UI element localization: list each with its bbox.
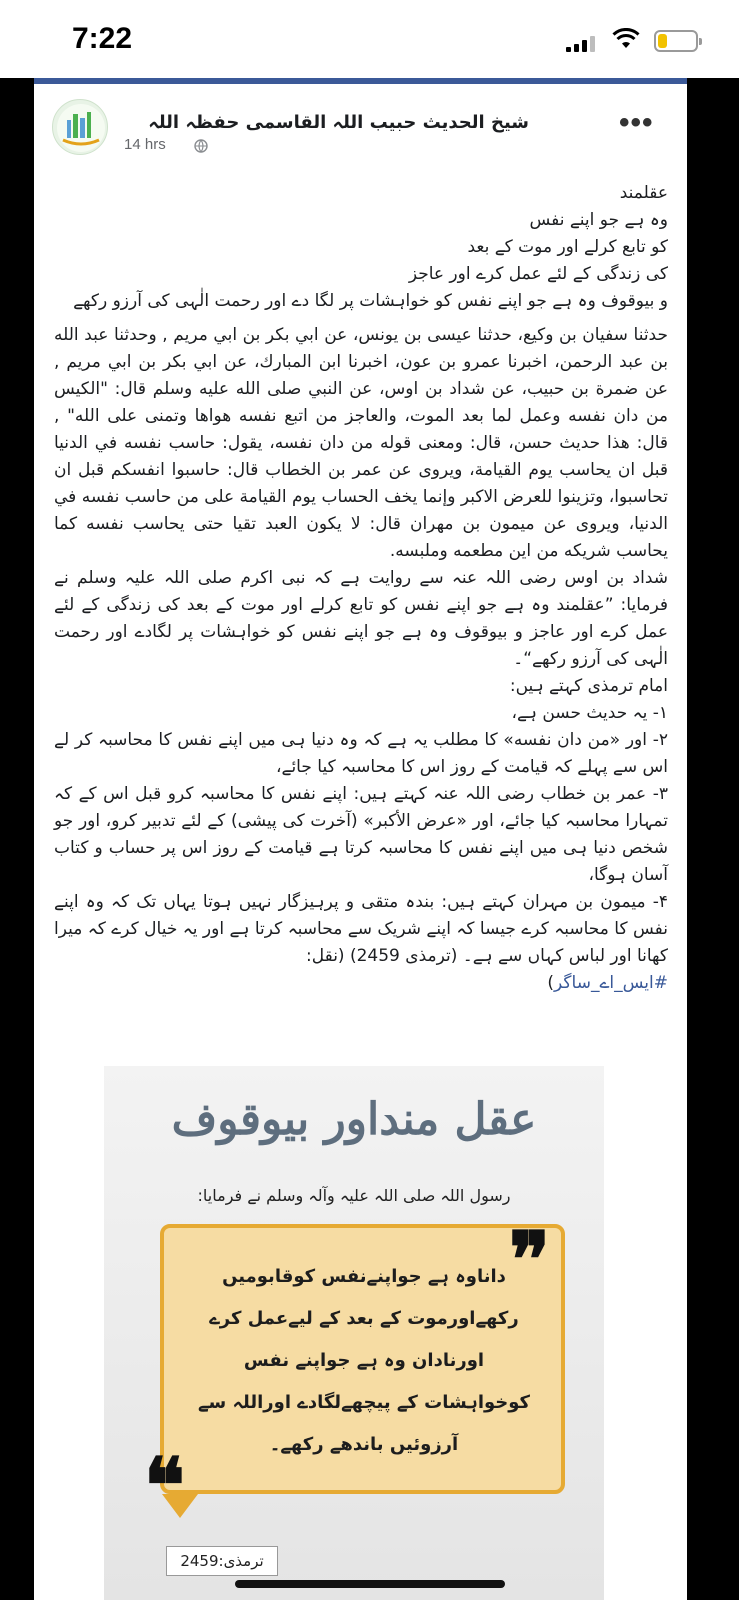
post-paragraph-arabic: حدثنا سفيان بن وكيع، حدثنا عيسى بن يونس، عن ابي بكر بن ابي مريم , وحدثنا عبد الله بن عبد الرحمن، اخبرنا عمرو بن عون، اخبرنا ابن المبارك، عن ابي بكر بن ابي مريم , عن ضمرة بن حبيب، عن شداد بن اوس، عن النبي صلى الله عليه وسلم قال: "الكيس من دان نفسه وعمل لما بعد الموت، والعاجز من اتبع نفسه هواها وتمنى على الله" , قال: هذا حديث حسن، قال: ومعنى قوله من دان نفسه، يقول: حاسب نفسه في الدنيا قبل ان يحاسب يوم القيامة، ويروى عن عمر بن الخطاب قال: حاسبوا انفسكم قبل ان تحاسبوا، وتزينوا للعرض الاكبر وإنما يخف الحساب يوم القيامة على من حاسب نفسه في الدنيا، ويروى عن ميمون بن مهران قال: لا يكون العبد تقيا حتى يحاسب نفسه كما يحاسب شريكه من اين مطعمه وملبسه.	[54, 325, 668, 561]
image-title: عقل منداور بیوقوف	[171, 1094, 537, 1145]
close-quote-icon: ❝	[144, 1441, 185, 1530]
post-paragraph: ۲- اور «من دان نفسه» کا مطلب یہ ہے کہ وہ دنیا ہی میں اپنے نفس کا محاسبہ کر لے اس سے پہلے کہ قیامت کے روز اس کا محاسبہ کیا جائے،	[54, 730, 668, 777]
hashtag-suffix: )	[547, 973, 555, 993]
post-image[interactable]	[104, 1066, 604, 1600]
post-paragraph: کو تابع کرلے اور موت کے بعد	[467, 237, 668, 257]
battery-level	[658, 34, 667, 48]
battery-icon	[654, 30, 698, 52]
image-subtitle: رسول اللہ صلی اللہ علیہ وآلہ وسلم نے فرمایا:	[197, 1186, 511, 1205]
quote-text: داناوہ ہے جواپنےنفس کوقابومیں رکھےاورموت کے بعد کے لیےعمل کرے اورنادان وہ ہے جواپنے نفس کوخواہشات کے پیچھےلگادے اوراللہ سے آرزوئیں باندھے رکھے۔	[197, 1266, 531, 1455]
page-logo-icon	[53, 100, 108, 155]
post-paragraph: عقلمند	[619, 183, 668, 203]
wifi-icon	[612, 28, 640, 50]
quote-box	[160, 1215, 565, 1494]
status-bar	[0, 0, 739, 78]
post-paragraph: ۳- عمر بن خطاب رضی اللہ عنہ کہتے ہیں: اپنے نفس کا محاسبہ کرو قبل اس کے کہ تمہارا محاسبہ کیا جائے، اور «عرض الأكبر» (آخرت کی پیشی) کے لئے تدبیر کرو، اور جو شخص دنیا ہی میں اپنے نفس کا محاسبہ کرتا ہے قیامت کے روز اس پر حساب و کتاب آسان ہوگا،	[54, 784, 668, 885]
post-paragraph: و بیوقوف وہ ہے جو اپنے نفس کو خواہشات پر لگا دے اور رحمت الٰہی کی آرزو رکھے	[73, 291, 668, 311]
post-paragraph: ۱- یہ حدیث حسن ہے،	[511, 703, 668, 723]
avatar[interactable]	[52, 99, 108, 155]
more-options-icon[interactable]: •••	[619, 106, 654, 139]
post-paragraph: امام ترمذی کہتے ہیں:	[509, 676, 668, 696]
post-card	[34, 84, 687, 1600]
post-author[interactable]: شیخ الحدیث حبیب اللہ القاسمی حفظہ اللہ	[148, 112, 529, 133]
post-body	[54, 180, 668, 997]
globe-icon	[194, 139, 208, 153]
hashtag-link[interactable]: #ایس_اے_ساگر	[554, 973, 668, 993]
post-paragraph: ۴- میمون بن مہران کہتے ہیں: بندہ متقی و پرہیزگار نہیں ہوتا یہاں تک کہ وہ اپنے نفس کا محاسبہ کرے جیسا کہ اپنے شریک سے محاسبہ کرتا ہے اور یہ خیال کرے کہ میرا کھانا اور لباس کہاں سے ہے۔ (ترمذی 2459) (نقل:	[54, 892, 668, 966]
post-paragraph: شداد بن اوس رضی اللہ عنہ سے روایت ہے کہ نبی اکرم صلی اللہ علیہ وسلم نے فرمایا: ”عقلمند وہ ہے جو اپنے نفس کو تابع کرلے اور موت کے بعد کی زندگی کے لئے عمل کرے اور عاجز و بیوقوف وہ ہے جو اپنے نفس کو خواہشات پر لگادے اور رحمت الٰہی کی آرزو رکھے“۔	[54, 568, 668, 669]
cellular-signal-icon	[566, 36, 596, 52]
post-paragraph: کی زندگی کے لئے عمل کرے اور عاجز	[408, 264, 668, 284]
open-quote-icon: ❞	[509, 1215, 550, 1304]
post-hashtag-line	[54, 970, 668, 997]
reference-badge: ترمذی:2459	[166, 1546, 278, 1576]
status-time: 7:22	[72, 22, 133, 55]
post-paragraph: وہ ہے جو اپنے نفس	[529, 210, 668, 230]
post-time[interactable]: 14 hrs	[124, 136, 166, 153]
home-indicator[interactable]	[235, 1580, 505, 1588]
